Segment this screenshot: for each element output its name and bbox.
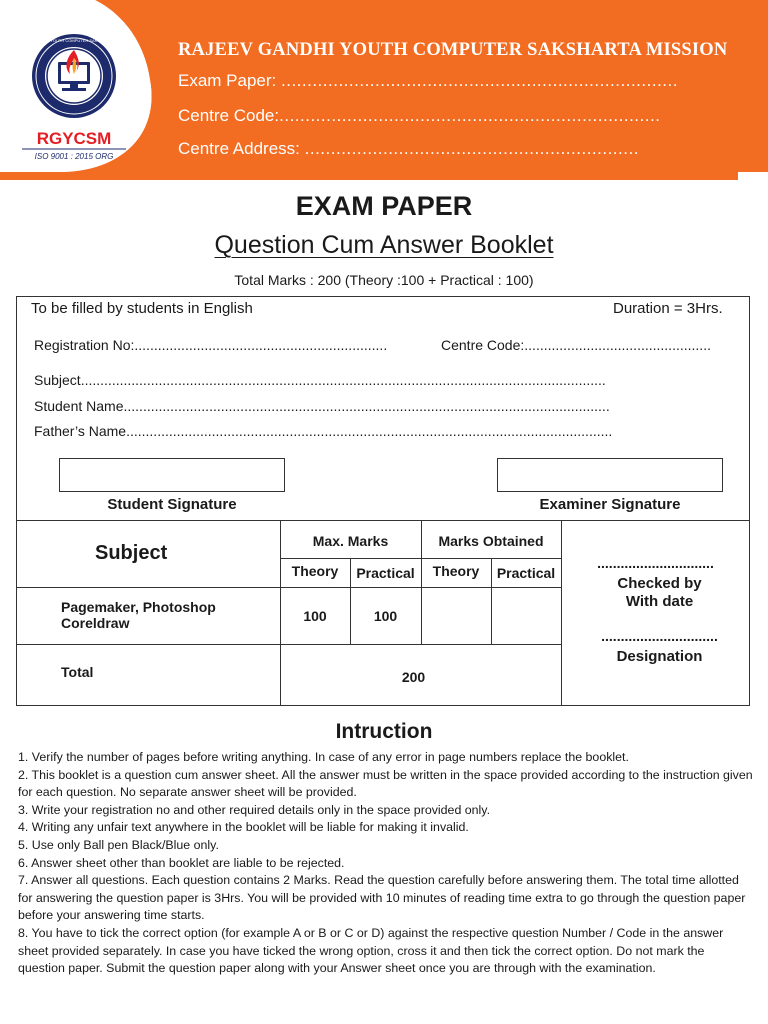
practical-header: Practical: [356, 565, 415, 581]
org-logo: [0, 8, 150, 168]
table-divider: [16, 644, 561, 645]
duration-text: Duration = 3Hrs.: [613, 300, 723, 317]
row-subject-line1: Pagemaker, Photoshop: [61, 599, 216, 615]
practical-obtained-header: Practical: [496, 565, 556, 581]
centre-address-label: Centre Address:: [178, 139, 300, 158]
instruction-item: 8. You have to tick the correct option (for example A or B or C or D) against the respective question Number / Code in the answer sheet provided separately. In case you have ticked the wrong option, cross it and then tick the correct option. Do not mark the question paper. Submit the question paper along with your Answer sheet once you are through with the examination.: [18, 925, 724, 976]
total-value: 200: [401, 669, 426, 685]
total-label: Total: [61, 664, 94, 680]
instruction-item: 7. Answer all questions. Each question contains 2 Marks. Read the question carefully before answering them. The total time allotted for answering the question paper is 3Hrs. You will be provided with 10 minutes of reading time extra to go through the question paper before your answering time starts.: [18, 873, 746, 923]
checked-by-label: Checked by: [617, 575, 702, 592]
instruction-item: 3. Write your registration no and other required details only in the space provided only.: [18, 802, 491, 817]
table-top-border: [16, 520, 750, 521]
student-name-field[interactable]: Student Name.............................................................................................................................: [34, 398, 610, 414]
page-title: EXAM PAPER: [295, 191, 473, 221]
subject-field[interactable]: Subject.......................................................................................................................................: [34, 372, 606, 388]
fill-note: To be filled by students in English: [31, 300, 253, 317]
practical-max-value: 100: [373, 608, 398, 624]
centre-address-dots: ................................................................: [304, 139, 639, 158]
checked-by-dots: ..............................: [597, 555, 714, 571]
instruction-item: 5. Use only Ball pen Black/Blue only.: [18, 837, 219, 852]
registration-no-field[interactable]: Registration No:.................................................................: [34, 337, 388, 353]
examiner-signature-box[interactable]: [497, 458, 723, 492]
table-divider: [561, 520, 562, 706]
centre-address-field: [178, 139, 738, 159]
theory-max-value: 100: [303, 608, 327, 624]
marks-obtained-header: Marks Obtained: [438, 533, 544, 549]
logo-wordmark: RGYCSM: [36, 129, 112, 148]
student-signature-label: Student Signature: [107, 496, 237, 513]
page-subtitle: [0, 231, 768, 260]
organization-name: RAJEEV GANDHI YOUTH COMPUTER SAKSHARTA MISSION: [178, 40, 728, 60]
row-subject-line2: Coreldraw: [61, 615, 130, 631]
student-signature-box[interactable]: [59, 458, 285, 492]
exam-paper-field: [178, 71, 738, 91]
centre-code-form-field[interactable]: Centre Code:................................................: [441, 337, 711, 353]
designation-label: Designation: [616, 648, 703, 665]
centre-code-field: [178, 106, 738, 126]
exam-paper-dots: ............................................................................: [281, 71, 678, 90]
max-marks-header: Max. Marks: [312, 533, 389, 549]
total-marks-line: Total Marks : 200 (Theory :100 + Practical : 100): [234, 272, 534, 288]
instruction-item: 2. This booklet is a question cum answer sheet. All the answer must be written in the space provided according to the instruction given for each question. No separate answer sheet will be provided.: [18, 767, 753, 800]
with-date-label: With date: [625, 593, 694, 610]
centre-code-label: Centre Code:: [178, 106, 280, 125]
instructions-heading: Intruction: [335, 720, 433, 743]
theory-header: Theory: [291, 563, 339, 579]
instructions-list: [18, 749, 754, 978]
fathers-name-field[interactable]: Father’s Name.............................................................................................................................: [34, 423, 613, 439]
instruction-item: 1. Verify the number of pages before writing anything. In case of any error in page numbers replace the booklet.: [18, 750, 629, 764]
subtitle-text: Question Cum Answer Booklet: [214, 231, 554, 259]
logo-ring-text: RAJEEV GANDHI YOUTH COMPUTER SAKSHARTA MISSION: [16, 38, 132, 43]
theory-obtained-header: Theory: [432, 563, 480, 579]
centre-code-dots: .........................................................................: [279, 106, 661, 125]
instruction-item: 6. Answer sheet other than booklet are liable to be rejected.: [18, 855, 345, 870]
instruction-item: 4. Writing any unfair text anywhere in the booklet will be liable for making it invalid.: [18, 820, 469, 835]
exam-paper-label: Exam Paper:: [178, 71, 277, 90]
subject-header: Subject: [95, 542, 168, 564]
iso-text: ISO 9001 : 2015 ORG: [34, 152, 114, 161]
table-divider: [16, 587, 561, 588]
designation-dots: ..............................: [601, 628, 718, 644]
table-divider: [280, 558, 561, 559]
examiner-signature-label: Examiner Signature: [539, 496, 681, 513]
